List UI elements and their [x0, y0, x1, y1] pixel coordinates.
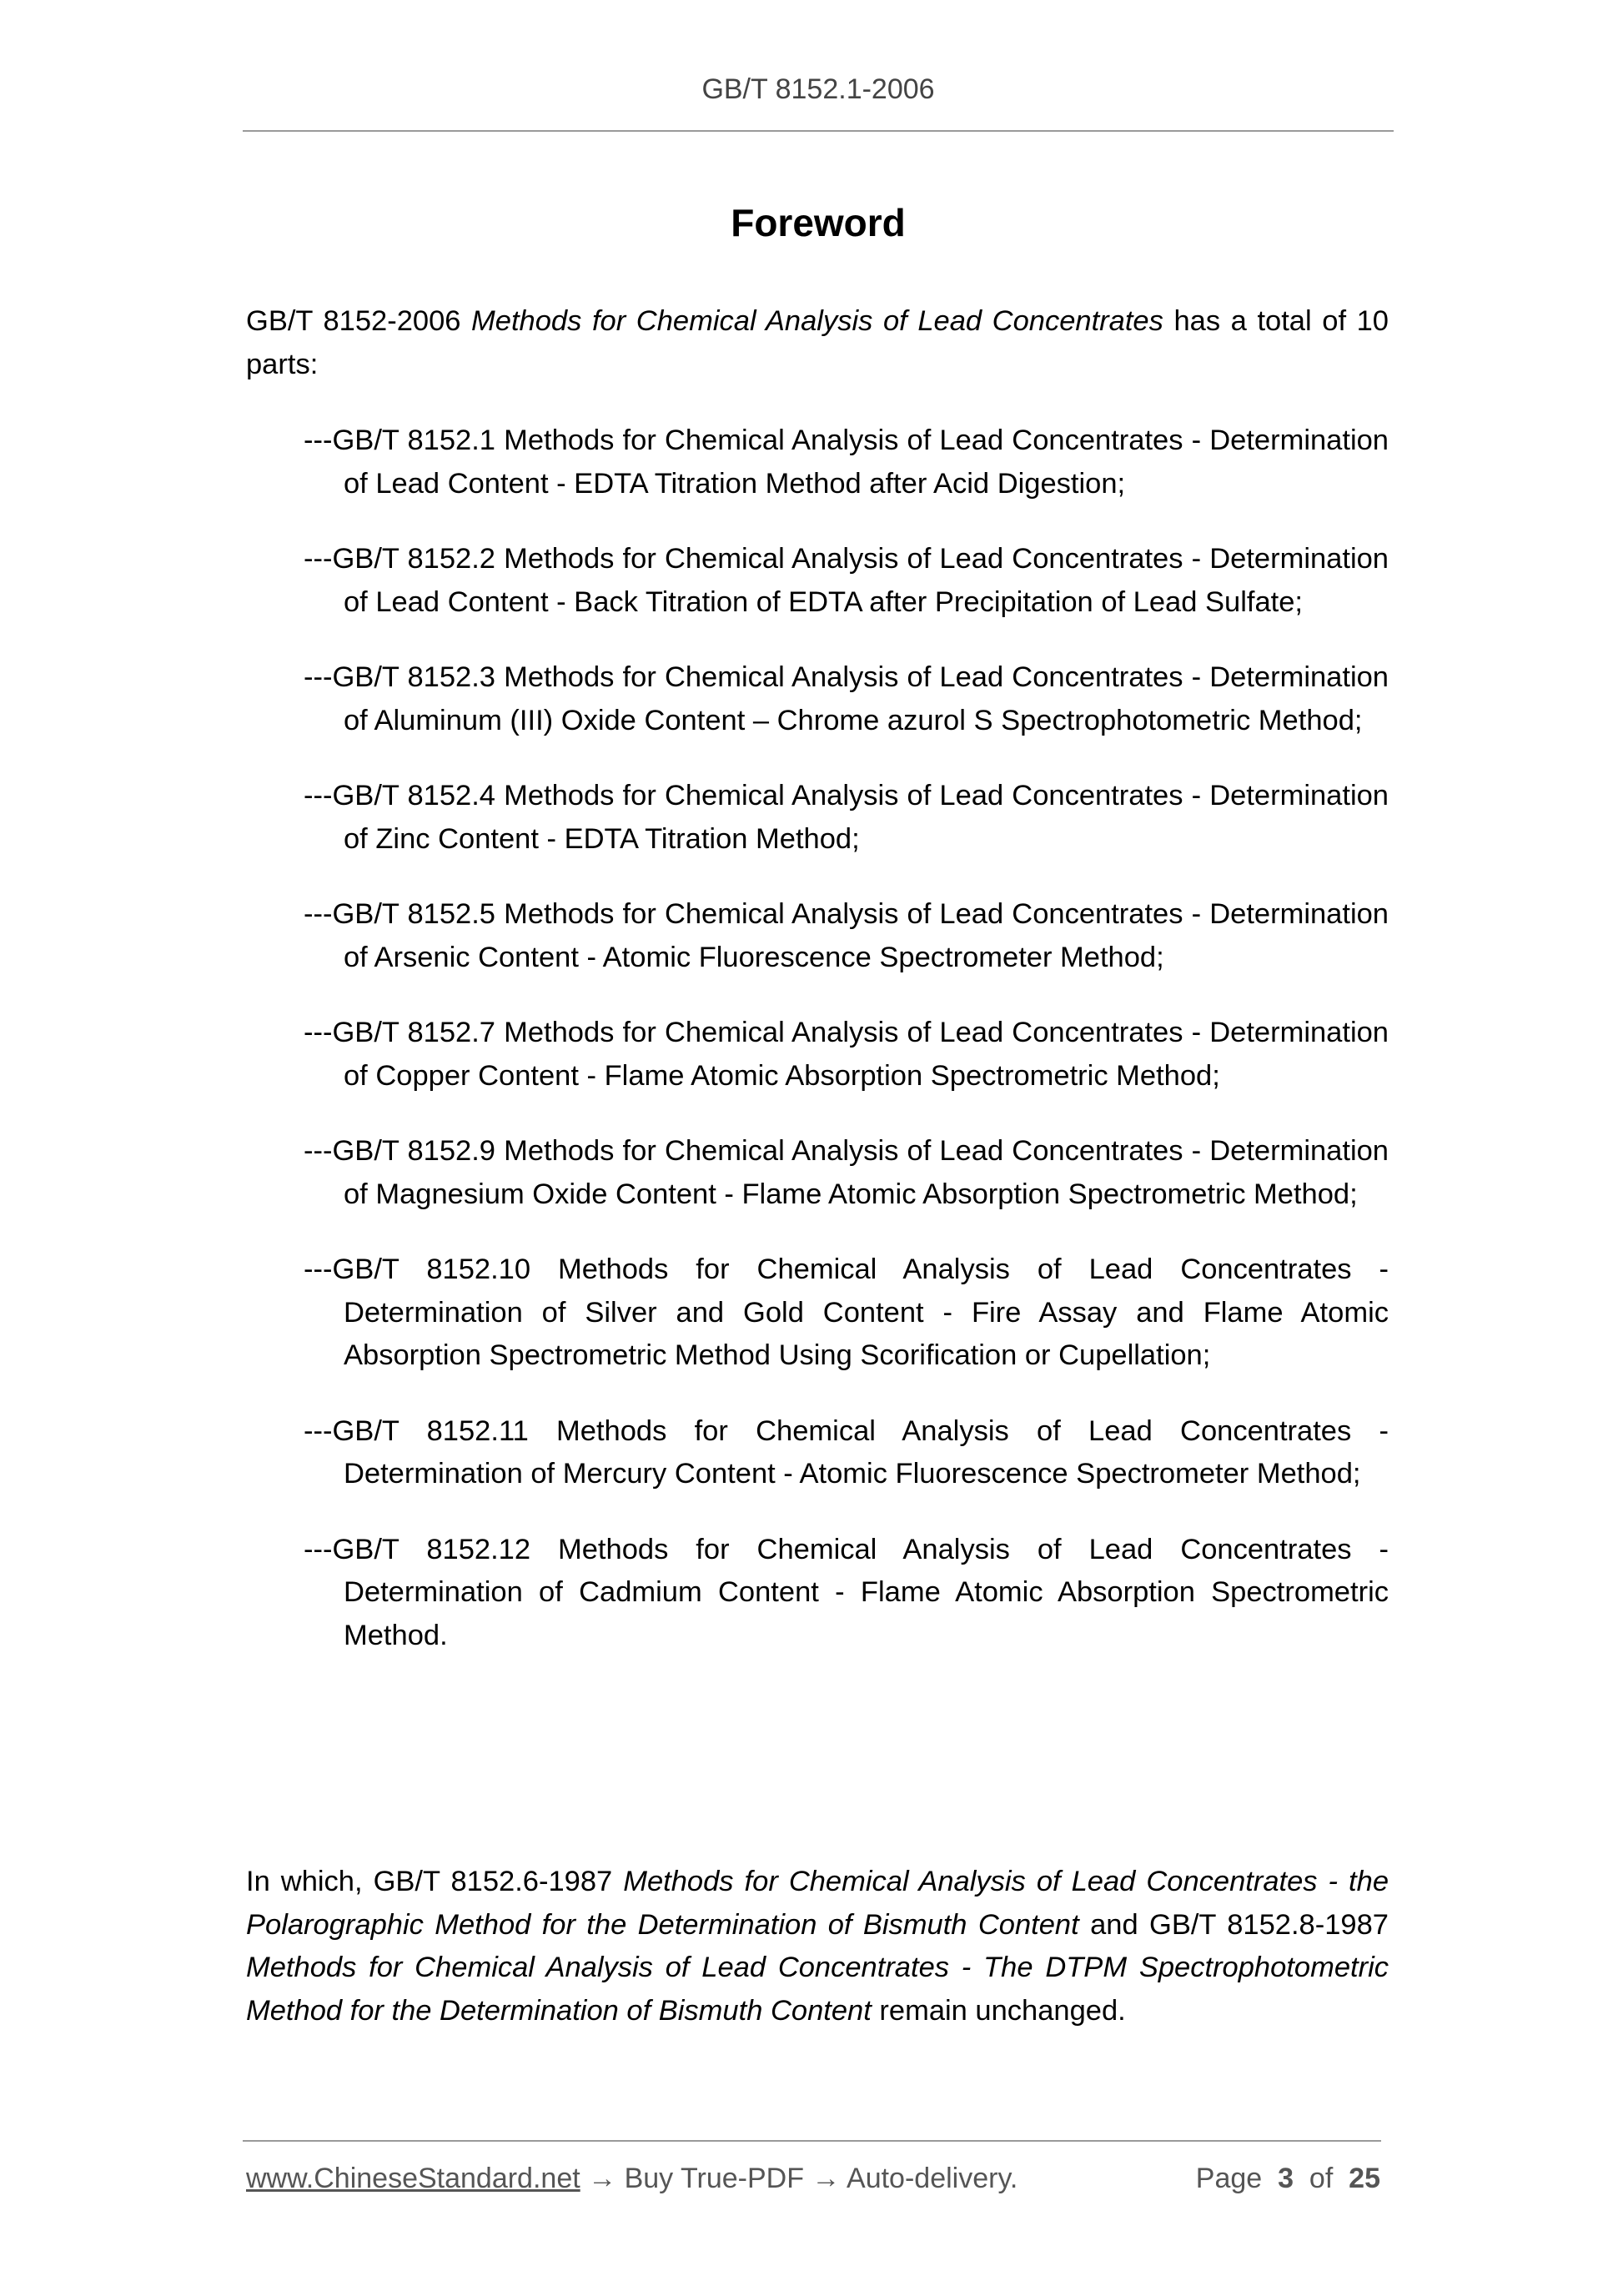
- list-item-part-10: ---GB/T 8152.10 Methods for Chemical Analysis of Lead Concentrates - Determination of Silver and Gold Content - Fire Assay and Flame Atomic Absorption Spectrometric Method Using Scorification or Cupellation;: [304, 1254, 1389, 1371]
- footer-promo: [246, 2163, 1018, 2195]
- page-current: 3: [1278, 2163, 1294, 2194]
- page-header-doc-id: GB/T 8152.1-2006: [701, 73, 935, 105]
- closing-paragraph: [246, 1861, 1389, 2032]
- header-divider: [243, 130, 1394, 132]
- page-title: Foreword: [731, 201, 906, 244]
- intro-suffix: has a total of 10 parts:: [246, 305, 1389, 380]
- closing-text-2: and GB/T 8152.8-1987: [1078, 1908, 1389, 1941]
- page-label: Page: [1195, 2163, 1263, 2194]
- closing-text-3: remain unchanged.: [871, 1994, 1126, 2027]
- list-item-part-12: ---GB/T 8152.12 Methods for Chemical Analysis of Lead Concentrates - Determination of Cadmium Content - Flame Atomic Absorption Spectrometric Method.: [304, 1533, 1389, 1651]
- closing-text-1: In which, GB/T 8152.6-1987: [246, 1866, 624, 1897]
- intro-series-title: Methods for Chemical Analysis of Lead Concentrates: [471, 305, 1163, 337]
- list-item-part-2: ---GB/T 8152.2 Methods for Chemical Analysis of Lead Concentrates - Determination of Lead Content - Back Titration of EDTA after Precipitation of Lead Sulfate;: [304, 543, 1389, 618]
- list-item-part-4: ---GB/T 8152.4 Methods for Chemical Analysis of Lead Concentrates - Determination of Zinc Content - EDTA Titration Method;: [304, 780, 1389, 855]
- page-footer: [246, 2163, 1380, 2199]
- parts-list: [304, 420, 1389, 1690]
- page-number: [1196, 2163, 1380, 2195]
- footer-buy-text: Buy True-PDF: [624, 2163, 804, 2194]
- arrow-right-icon: →: [803, 2163, 847, 2194]
- arrow-right-icon: →: [580, 2163, 625, 2194]
- closing-title-1: Methods for Chemical Analysis of Lead Concentrates - the Polarographic Method for the Determination of Bismuth Content: [246, 1866, 1389, 1941]
- list-item-part-11: ---GB/T 8152.11 Methods for Chemical Analysis of Lead Concentrates - Determination of Mercury Content - Atomic Fluorescence Spectrometer Method;: [304, 1414, 1389, 1490]
- list-item-part-1: ---GB/T 8152.1 Methods for Chemical Analysis of Lead Concentrates - Determination of Lead Content - EDTA Titration Method after Acid Digestion;: [304, 425, 1389, 500]
- list-item-part-9: ---GB/T 8152.9 Methods for Chemical Analysis of Lead Concentrates - Determination of Magnesium Oxide Content - Flame Atomic Absorption Spectrometric Method;: [304, 1135, 1389, 1210]
- footer-divider: [243, 2140, 1381, 2142]
- intro-paragraph: [246, 300, 1389, 386]
- list-item-part-5: ---GB/T 8152.5 Methods for Chemical Analysis of Lead Concentrates - Determination of Arsenic Content - Atomic Fluorescence Spectrometer Method;: [304, 898, 1389, 973]
- list-item-part-3: ---GB/T 8152.3 Methods for Chemical Analysis of Lead Concentrates - Determination of Aluminum (III) Oxide Content – Chrome azurol S Spectrophotometric Method;: [304, 661, 1389, 736]
- website-link[interactable]: www.ChineseStandard.net: [246, 2163, 580, 2194]
- closing-title-2: Methods for Chemical Analysis of Lead Concentrates - The DTPM Spectrophotometric Method for the Determination of Bismuth Content: [246, 1952, 1389, 2027]
- page-total: 25: [1349, 2163, 1380, 2194]
- list-item-part-7: ---GB/T 8152.7 Methods for Chemical Analysis of Lead Concentrates - Determination of Copper Content - Flame Atomic Absorption Spectrometric Method;: [304, 1017, 1389, 1092]
- intro-prefix: GB/T 8152-2006: [246, 305, 472, 337]
- footer-delivery-text: Auto-delivery.: [847, 2163, 1018, 2194]
- page-of-label: of: [1309, 2163, 1334, 2194]
